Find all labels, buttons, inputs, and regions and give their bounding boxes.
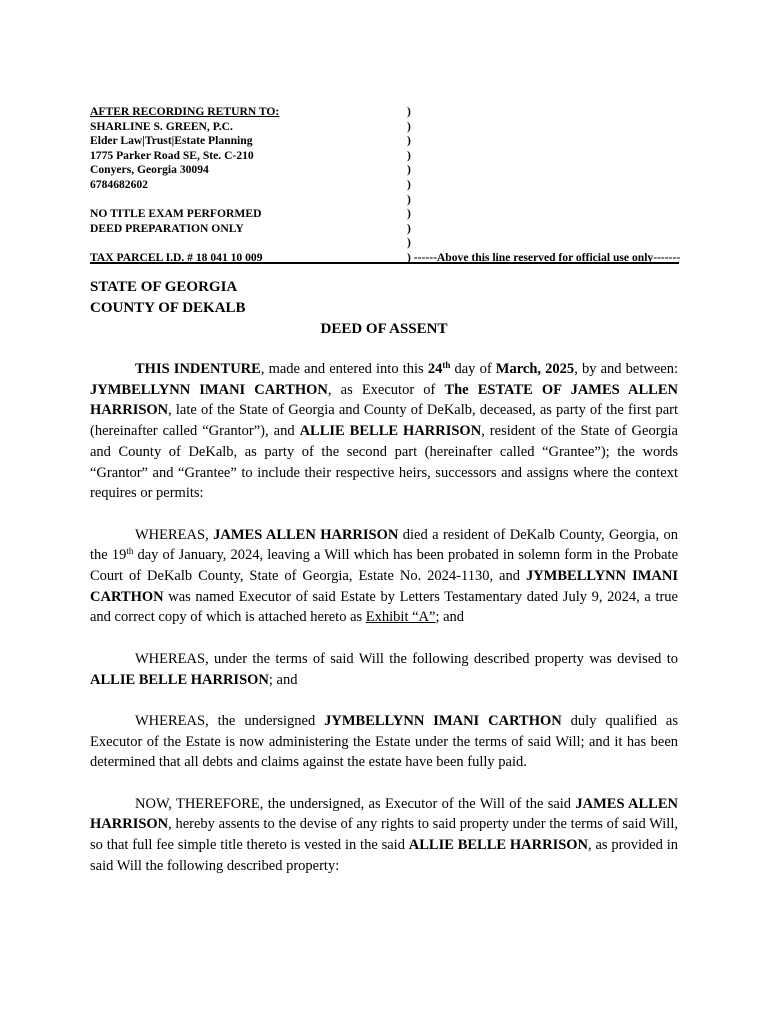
whereas-probate-paragraph: WHEREAS, JAMES ALLEN HARRISON died a resident of DeKalb County, Georgia, on the 19th day of January, 2024, leaving a Will which has been probated in solemn form in the Probate Court of DeKalb County, State of Georgia, Estate No. 2024-1130, and JYMBELLYNN IMANI CARTHON was named Executor of said Estate by Letters Testamentary dated July 9, 2024, a true and correct copy of which is attached hereto as Exhibit “A”; and: [90, 526, 679, 626]
executor-name: JYMBELLYNN IMANI CARTHON: [90, 568, 678, 605]
paren: ): [407, 105, 411, 118]
paren: ): [407, 192, 411, 206]
whereas-qualified-paragraph: WHEREAS, the undersigned JYMBELLYNN IMANI CARTHON duly qualified as Executor of the Estate is now administering the Estate under the terms of said Will; and it has been determined that all debts and claims against the estate have been fully paid.: [90, 712, 678, 771]
exhibit-reference: Exhibit “A”: [365, 609, 436, 626]
paren-column: [407, 105, 680, 266]
firm-practice: Elder Law|Trust|Estate Planning: [90, 134, 253, 148]
return-to-label: AFTER RECORDING RETURN TO:: [90, 105, 280, 118]
indenture-label: THIS INDENTURE: [135, 361, 261, 377]
firm-address-line2: Conyers, Georgia 30094: [90, 163, 209, 177]
paren: ): [407, 221, 411, 235]
estate-name: The ESTATE OF JAMES ALLEN HARRISON: [90, 381, 678, 419]
grantee-name: ALLIE BELLE HARRISON: [299, 423, 482, 440]
indenture-month-year: March, 2025: [495, 361, 575, 377]
deed-body: [90, 277, 678, 877]
indenture-day: 24th: [427, 360, 451, 377]
paren: ): [407, 119, 411, 133]
firm-address-line1: 1775 Parker Road SE, Ste. C-210: [90, 148, 254, 162]
whereas-devise-paragraph: WHEREAS, under the terms of said Will the following described property was devised to ALLIE BELLE HARRISON; and: [90, 650, 678, 688]
grantee-name: ALLIE BELLE HARRISON: [408, 837, 589, 854]
firm-name: SHARLINE S. GREEN, P.C.: [90, 119, 233, 133]
no-title-exam-note: NO TITLE EXAM PERFORMED: [90, 207, 262, 221]
indenture-paragraph: THIS INDENTURE, made and entered into this 24th day of March, 2025, by and between: JYMBELLYNN IMANI CARTHON, as Executor of The ESTATE OF JAMES ALLEN HARRISON, late of the State of Georgia and County of DeKalb, deceased, as party of the first part (hereinafter called “Grantor”), and ALLIE BELLE HARRISON, resident of the State of Georgia and County of DeKalb, as party of the second part (hereinafter called “Grantee”); the words “Grantor” and “Grantee” to include their respective heirs, successors and assigns where the context requires or permits:: [90, 360, 679, 502]
decedent-name: JAMES ALLEN HARRISON: [213, 526, 399, 543]
deed-prep-note: DEED PREPARATION ONLY: [90, 221, 244, 235]
paren: ): [407, 236, 411, 250]
paren: ): [407, 163, 411, 177]
state-heading: STATE OF GEORGIA: [90, 279, 238, 295]
paren: ): [407, 148, 411, 162]
tax-parcel-id: TAX PARCEL I.D. # 18 041 10 009: [90, 250, 263, 264]
paren: ): [407, 177, 411, 191]
decedent-name: JAMES ALLEN HARRISON: [90, 795, 678, 833]
paren: ): [407, 207, 411, 221]
executor-name: JYMBELLYNN IMANI CARTHON: [324, 712, 562, 729]
deed-title: DEED OF ASSENT: [320, 321, 448, 337]
firm-phone: 6784682602: [90, 177, 148, 191]
paren: ): [407, 134, 411, 148]
return-to-block: [90, 105, 406, 266]
assent-paragraph: NOW, THEREFORE, the undersigned, as Executor of the Will of the said JAMES ALLEN HARRISON, hereby assents to the devise of any rights to said property under the terms of said Will, so that full fee simple title thereto is vested in the said ALLIE BELLE HARRISON, as provided in said Will the following described property:: [90, 795, 678, 874]
county-heading: COUNTY OF DEKALB: [90, 300, 246, 316]
reserved-line-note: ) ------Above this line reserved for official use only-------: [407, 250, 681, 264]
grantee-name: ALLIE BELLE HARRISON: [90, 671, 269, 688]
header-divider: [90, 262, 679, 264]
executor-name: JYMBELLYNN IMANI CARTHON: [90, 381, 328, 398]
